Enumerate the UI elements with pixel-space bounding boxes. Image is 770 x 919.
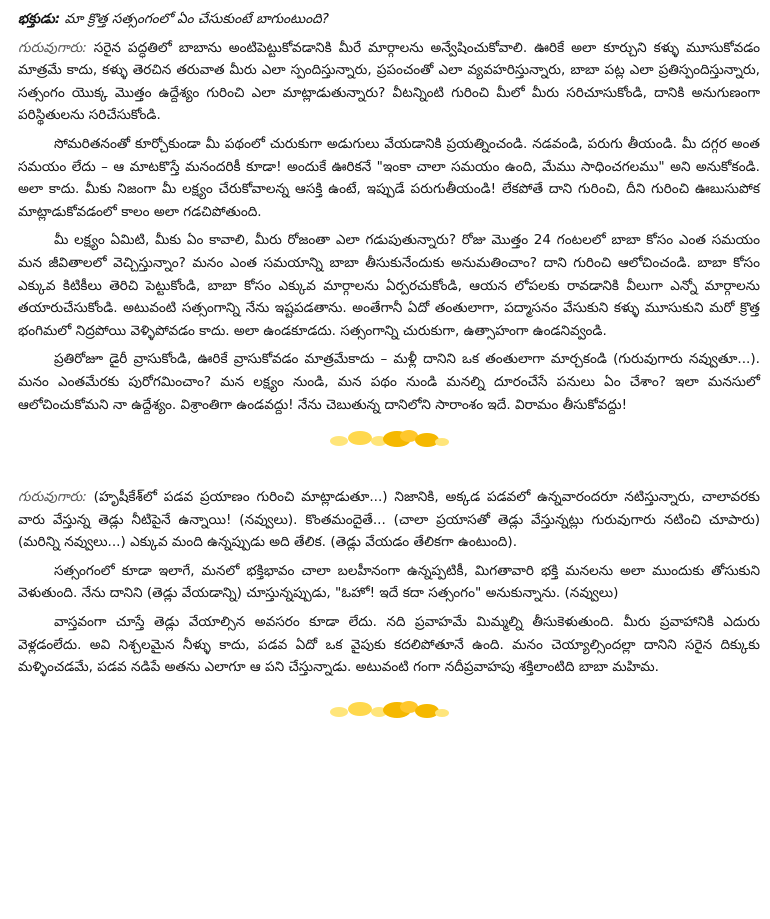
section1-paragraph bbox=[18, 133, 760, 223]
guru-speaker-label: గురువుగారు: bbox=[18, 39, 87, 56]
guru-speaker-label: గురువుగారు: bbox=[18, 489, 87, 506]
paragraph-text: (హృషీకేశ్‌లో పడవ ప్రయాణం గురించి మాట్లాడుతూ...) నిజానికి, అక్కడ పడవలో ఉన్నవారందరూ నటిస్తున్నారు, చాలావరకు వారు వేస్తున్న తెడ్లు నీటిపైనే ఉన్నాయి! (నవ్వులు). కొంతమందైతే... (చాలా ప్రయాసతో తెడ్లు వేస్తున్నట్లు గురువుగారు నటించి చూపారు) (మరిన్ని నవ్వులు...) ఎక్కువ మంది ఉన్నప్పుడు అది తేలిక. (తెడ్లు వేయడం తేలికగా ఉంటుంది). bbox=[18, 489, 760, 551]
section2-paragraph bbox=[18, 486, 760, 554]
ornament-divider bbox=[18, 693, 760, 727]
section2-paragraph bbox=[18, 560, 760, 605]
flower-petals-divider-icon bbox=[327, 696, 451, 724]
question-text: మా క్రొత్త సత్సంగంలో ఏం చేసుకుంటే బాగుంటుంది? bbox=[60, 11, 329, 27]
paragraph-text: సత్సంగంలో కూడా ఇలాగే, మనలో భక్తిభావం చాలా బలహీనంగా ఉన్నప్పటికీ, మిగతావారి భక్తి మనలను అలా ముందుకు తోసుకుని వెళుతుంది. నేను దానిని (తెడ్లు వేయడాన్ని) చూస్తున్నప్పుడు, "ఓహో! ఇదే కదా సత్సంగం" అనుకున్నాను. (నవ్వులు) bbox=[18, 562, 760, 602]
paragraph-text: మీ లక్ష్యం ఏమిటి, మీకు ఏం కావాలి, మీరు రోజంతా ఎలా గడుపుతున్నారు? రోజు మొత్తం 24 గంటలలో బాబా కోసం ఎంత సమయం మన జీవితాలలో వెచ్చిస్తున్నాం? మనం ఎంత సమయాన్ని బాబా తీసుకునేందుకు అనుమతించాం? దాని గురించి ఆలోచించండి. బాబా కోసం ఎక్కువ కిటికీలు తెరిచి పెట్టుకోండి, బాబా కోసం ఎక్కువ మార్గాలను ఏర్పరచుకోండి, ఆయన లోపలకు రావడానికి వీలుగా ఎన్నో మార్గాలను తయారుచేసుకోండి. అటువంటి సత్సంగాన్ని నేను ఇష్టపడతాను. అంతేగానీ ఏదో తంతులాగా, పద్మాసనం వేసుకుని కళ్ళు మూసుకుని మరో క్రొత్త భంగిమలో నిద్రపోయి వెళ్ళిపోవడం కాదు. అలా ఉండకూడదు. సత్సంగాన్ని చురుకుగా, ఉత్సాహంగా ఉండనివ్వండి. bbox=[18, 232, 760, 339]
question-speaker: భక్తుడు: bbox=[18, 11, 61, 27]
flower-petals-divider-icon bbox=[327, 425, 451, 453]
paragraph-text: సోమరితనంతో కూర్చోకుండా మీ పథంలో చురుకుగా అడుగులు వేయడానికి ప్రయత్నించండి. నడవండి, పరుగు తీయండి. మీ దగ్గర అంత సమయం లేదు – ఆ మాటకొస్తే మనందరికీ కూడా! అందుకే ఊరికనే "ఇంకా చాలా సమయం ఉంది, మేము సాధించగలము" అని అనుకోకండి. అలా కాదు. మీకు నిజంగా మీ లక్ష్యం చేరుకోవాలన్న ఆసక్తి ఉంటే, ఇప్పుడే పరుగుతీయండి! లేకపోతే దాని గురించి, దీని గురించి ఊబుసుపోక మాట్లాడుకోవడంలో కాలం అలా గడచిపోతుంది. bbox=[18, 135, 760, 220]
paragraph-text: వాస్తవంగా చూస్తే తెడ్లు వేయాల్సిన అవసరం కూడా లేదు. నది ప్రవాహమే మిమ్మల్ని తీసుకెళుతుంది. మీరు ప్రవాహానికి ఎదురు వెళ్లడంలేదు. అవి నిశ్చలమైన నీళ్ళు కాదు, పడవ ఏదో ఒక వైపుకు కదలిపోతూనే ఉంది. మనం చెయ్యాల్సిందల్లా దానిని సరైన దిక్కుకు మళ్ళించడమే, పడవ నడిపే అతను ఎలాగూ ఆ పని చేస్తున్నాడు. అటువంటి గంగా నదీప్రవాహపు శక్తిలాంటిది బాబా మహిమ. bbox=[18, 614, 760, 676]
section1-paragraph bbox=[18, 229, 760, 342]
section1-paragraph bbox=[18, 348, 760, 416]
paragraph-text: సరైన పద్ధతిలో బాబాను అంటిపెట్టుకోవడానికి మీరే మార్గాలను అన్వేషించుకోవాలి. ఊరికే అలా కూర్చుని కళ్ళు మూసుకోవడం మాత్రమే కాదు, కళ్ళు తెరచిన తరువాత మీరు ఎలా స్పందిస్తున్నారు, ప్రపంచంతో ఎలా వ్యవహరిస్తున్నారు, బాబా పట్ల ఎలా ప్రతిస్పందిస్తున్నారు, సత్సంగం యొక్క మొత్తం ఉద్దేశ్యం గురించి ఎలా మాట్లాడుతున్నారు? వీటన్నింటి గురించి మీలో మీరు సరిచూసుకోండి, దానికి అనుగుణంగా పరిస్థితులను సరిచేసుకోండి. bbox=[18, 39, 760, 124]
section2-paragraph bbox=[18, 611, 760, 679]
ornament-divider bbox=[18, 422, 760, 456]
question-paragraph bbox=[18, 8, 760, 31]
paragraph-text: ప్రతిరోజూ డైరీ వ్రాసుకోండి, ఊరికే వ్రాసుకోవడం మాత్రమేకాదు – మళ్లీ దానిని ఒక తంతులాగా మార్చకండి (గురువుగారు నవ్వుతూ...). మనం ఎంతమేరకు పురోగమించాం? మన లక్ష్యం నుండి, మన పథం నుండి మనల్ని దూరంచేసే పనులు ఏం చేశాం? ఇలా మనసులో ఆలోచించుకోమని నా ఉద్దేశ్యం. విశ్రాంతిగా ఉండవద్దు! నేను చెబుతున్న దానిలోని సారాంశం ఇదే. విరామం తీసుకోవద్దు! bbox=[18, 351, 760, 413]
section1-paragraph bbox=[18, 37, 760, 127]
